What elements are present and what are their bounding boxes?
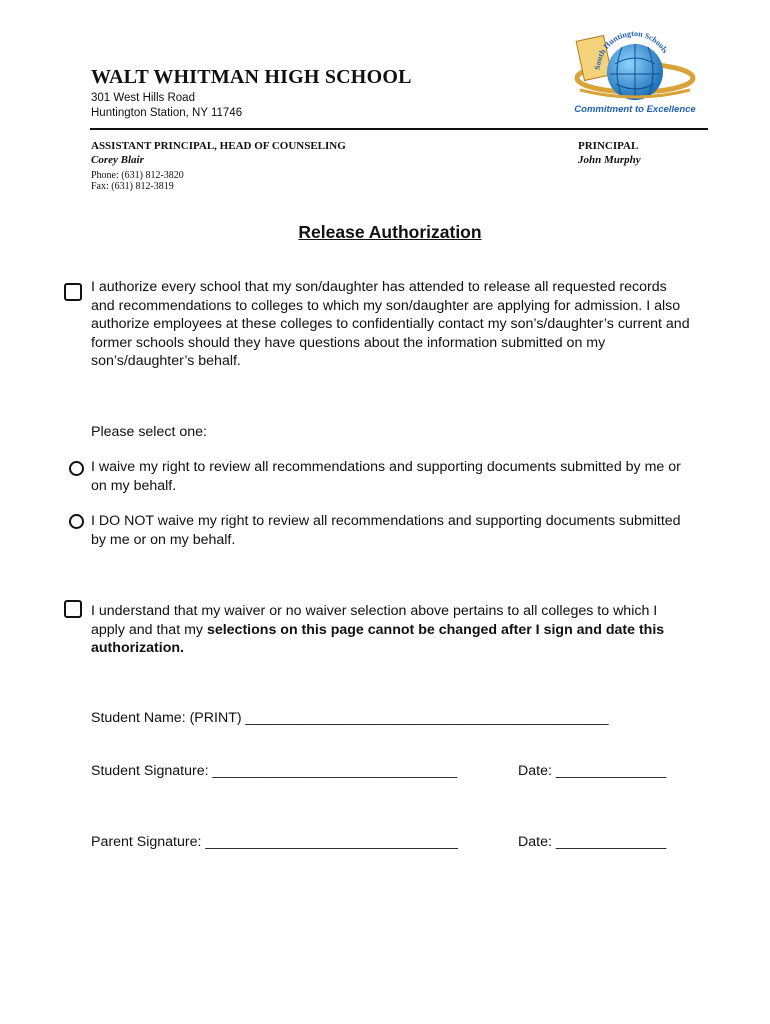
principal-title: PRINCIPAL — [578, 140, 639, 152]
understand-text — [91, 602, 691, 658]
phone-number: Phone: (631) 812-3820 — [91, 170, 184, 181]
assistant-principal-title: ASSISTANT PRINCIPAL, HEAD OF COUNSELING — [91, 140, 346, 152]
district-logo — [560, 22, 710, 122]
understand-text-bold: selections on this page cannot be changed after I sign and date this authorization. — [91, 621, 665, 656]
address-line-1: 301 West Hills Road — [91, 92, 195, 104]
form-title: Release Authorization — [298, 222, 482, 242]
student-name-field[interactable]: Student Name: (PRINT) ______________________________________________ — [91, 710, 609, 726]
address-line-2: Huntington Station, NY 11746 — [91, 107, 243, 119]
authorization-text: I authorize every school that my son/daughter has attended to release all requested records and recommendations to colleges to which my son/daughter are applying for admission. I also authorize employees at these colleges to confidentially contact my son’s/daughter’s current and former schools should they have questions about the information submitted on my son’s/daughter’s behalf. — [91, 279, 690, 369]
assistant-principal-name: Corey Blair — [91, 154, 144, 166]
waive-radio[interactable] — [69, 461, 84, 476]
understand-checkbox[interactable] — [64, 600, 82, 618]
school-name: WALT WHITMAN HIGH SCHOOL — [91, 66, 412, 88]
parent-signature-field[interactable]: Parent Signature: ________________________________ — [91, 834, 458, 850]
select-prompt: Please select one: — [91, 424, 207, 440]
logo-tagline: Commitment to Excellence — [574, 104, 696, 115]
student-date-field[interactable]: Date: ______________ — [518, 763, 667, 779]
not-waive-radio[interactable] — [69, 514, 84, 529]
parent-date-field[interactable]: Date: ______________ — [518, 834, 667, 850]
not-waive-option-text: I DO NOT waive my right to review all recommendations and supporting documents submitted by me or on my behalf. — [91, 513, 681, 548]
logo-arc-text: South Huntington Schools — [592, 28, 670, 71]
header-rule — [90, 128, 708, 130]
understand-text-regular: I understand that my waiver or no waiver selection above pertains to all colleges to which I apply and that my — [91, 603, 658, 638]
principal-name: John Murphy — [578, 154, 641, 166]
fax-number: Fax: (631) 812-3819 — [91, 181, 174, 192]
waive-option-text: I waive my right to review all recommendations and supporting documents submitted by me or on my behalf. — [91, 459, 681, 494]
authorization-checkbox[interactable] — [64, 283, 82, 301]
student-signature-field[interactable]: Student Signature: _______________________________ — [91, 763, 458, 779]
